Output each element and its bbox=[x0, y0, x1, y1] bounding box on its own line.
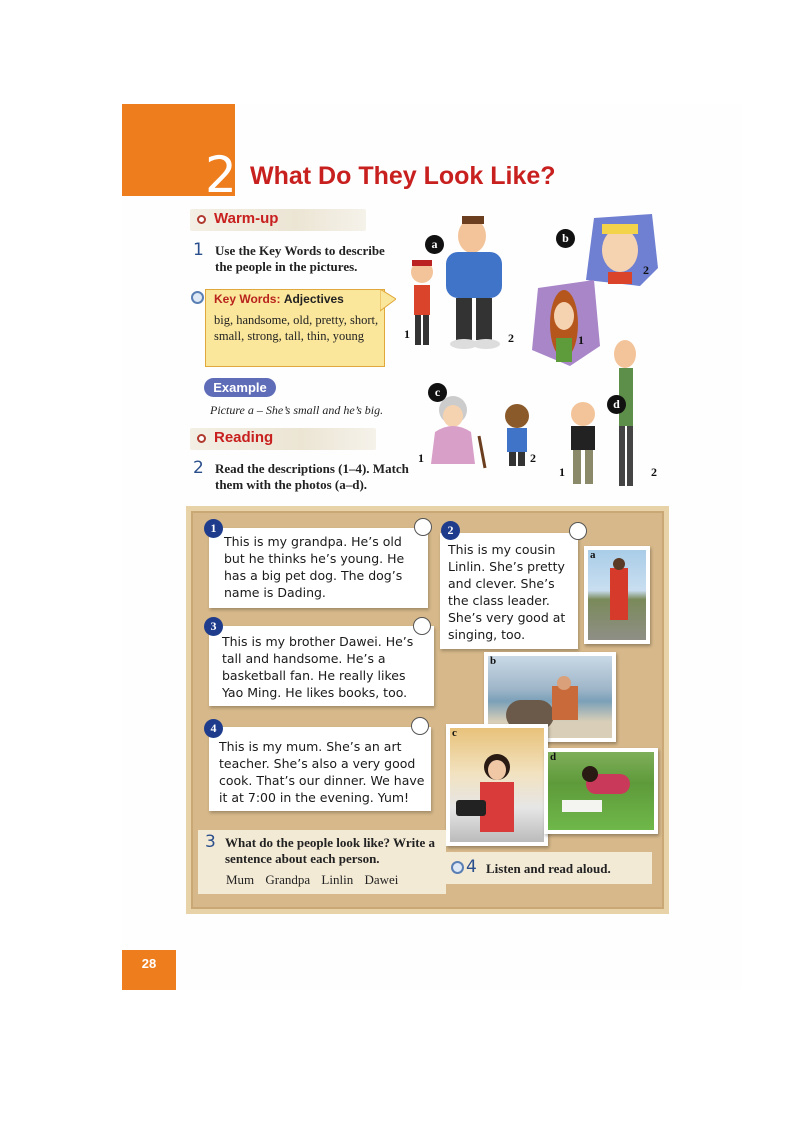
picture-a-person-2: 2 bbox=[508, 331, 514, 345]
picture-label-d: d bbox=[607, 395, 626, 414]
note-3-answer-circle[interactable] bbox=[413, 617, 431, 635]
heading-bullet-icon bbox=[197, 434, 206, 443]
note-2-text: This is my cousin Linlin. She’s pretty and clever. She’s the class leader. She’s very good at singing, too. bbox=[448, 542, 566, 642]
note-3-number: 3 bbox=[204, 617, 223, 636]
note-3-text: This is my brother Dawei. He’s tall and handsome. He’s a basketball fan. He really likes Yao Ming. He likes books, too. bbox=[222, 634, 414, 700]
example-label: Example bbox=[204, 378, 276, 397]
warmup-heading bbox=[190, 209, 366, 231]
note-2-answer-circle[interactable] bbox=[569, 522, 587, 540]
picture-label-c: c bbox=[428, 383, 447, 402]
task-1-text: Use the Key Words to describe the people in the pictures. bbox=[215, 243, 385, 274]
photo-d bbox=[544, 748, 658, 834]
picture-label-b: b bbox=[556, 229, 575, 248]
photo-b-label: b bbox=[490, 655, 497, 667]
heading-bullet-icon bbox=[197, 215, 206, 224]
task-1-number: 1 bbox=[193, 240, 204, 260]
photo-c bbox=[446, 724, 548, 846]
task-4-number: 4 bbox=[466, 857, 477, 877]
key-words-pointer bbox=[380, 289, 396, 319]
example-text: Picture a – She’s small and he’s big. bbox=[210, 403, 384, 417]
unit-number: 2 bbox=[205, 146, 237, 204]
note-4-number: 4 bbox=[204, 719, 223, 738]
photo-a bbox=[584, 546, 650, 644]
cartoon-d-illustration bbox=[555, 336, 665, 496]
cartoon-c-illustration bbox=[425, 390, 545, 476]
picture-d-person-2: 2 bbox=[651, 465, 657, 479]
task-4-text: Listen and read aloud. bbox=[486, 861, 611, 876]
unit-title: What Do They Look Like? bbox=[250, 162, 556, 190]
task-2-number: 2 bbox=[193, 458, 204, 478]
note-1-text: This is my grandpa. He’s old but he thinks he’s young. He has a big pet dog. The dog’s name is Dading. bbox=[224, 534, 405, 600]
audio-cd-icon[interactable] bbox=[191, 291, 204, 304]
photo-d-label: d bbox=[550, 751, 557, 763]
warmup-heading-label: Warm-up bbox=[214, 210, 279, 227]
photo-a-label: a bbox=[590, 549, 596, 561]
picture-label-a: a bbox=[425, 235, 444, 254]
picture-c-person-2: 2 bbox=[530, 451, 536, 465]
note-4-answer-circle[interactable] bbox=[411, 717, 429, 735]
picture-a-person-1: 1 bbox=[404, 327, 410, 341]
note-1-answer-circle[interactable] bbox=[414, 518, 432, 536]
reading-heading-label: Reading bbox=[214, 429, 274, 446]
key-words-heading bbox=[214, 292, 344, 306]
picture-b-person-2: 2 bbox=[643, 263, 649, 277]
audio-cd-icon[interactable] bbox=[451, 861, 464, 874]
note-4-text: This is my mum. She’s an art teacher. She’s also a very good cook. That’s our dinner. We have it at 7:00 in the evening. Yum! bbox=[219, 739, 425, 805]
picture-d-person-1: 1 bbox=[559, 465, 565, 479]
photo-c-label: c bbox=[452, 727, 457, 739]
picture-c-person-1: 1 bbox=[418, 451, 424, 465]
task-3-text: What do the people look like? Write a sentence about each person. bbox=[225, 835, 436, 866]
key-words-category: Adjectives bbox=[283, 292, 344, 306]
page-number: 28 bbox=[141, 956, 157, 971]
picture-b-person-1: 1 bbox=[578, 333, 584, 347]
note-2-number: 2 bbox=[441, 521, 460, 540]
reading-heading bbox=[190, 428, 376, 450]
note-1-number: 1 bbox=[204, 519, 223, 538]
key-words-box bbox=[205, 289, 385, 367]
task-3-names: Mum Grandpa Linlin Dawei bbox=[226, 872, 399, 887]
key-words-list: big, handsome, old, pretty, short, small, strong, tall, thin, young bbox=[214, 313, 379, 343]
task-3-number: 3 bbox=[205, 832, 216, 852]
key-words-label: Key Words: bbox=[214, 292, 281, 306]
task-2-text: Read the descriptions (1–4). Match them with the photos (a–d). bbox=[215, 461, 409, 492]
